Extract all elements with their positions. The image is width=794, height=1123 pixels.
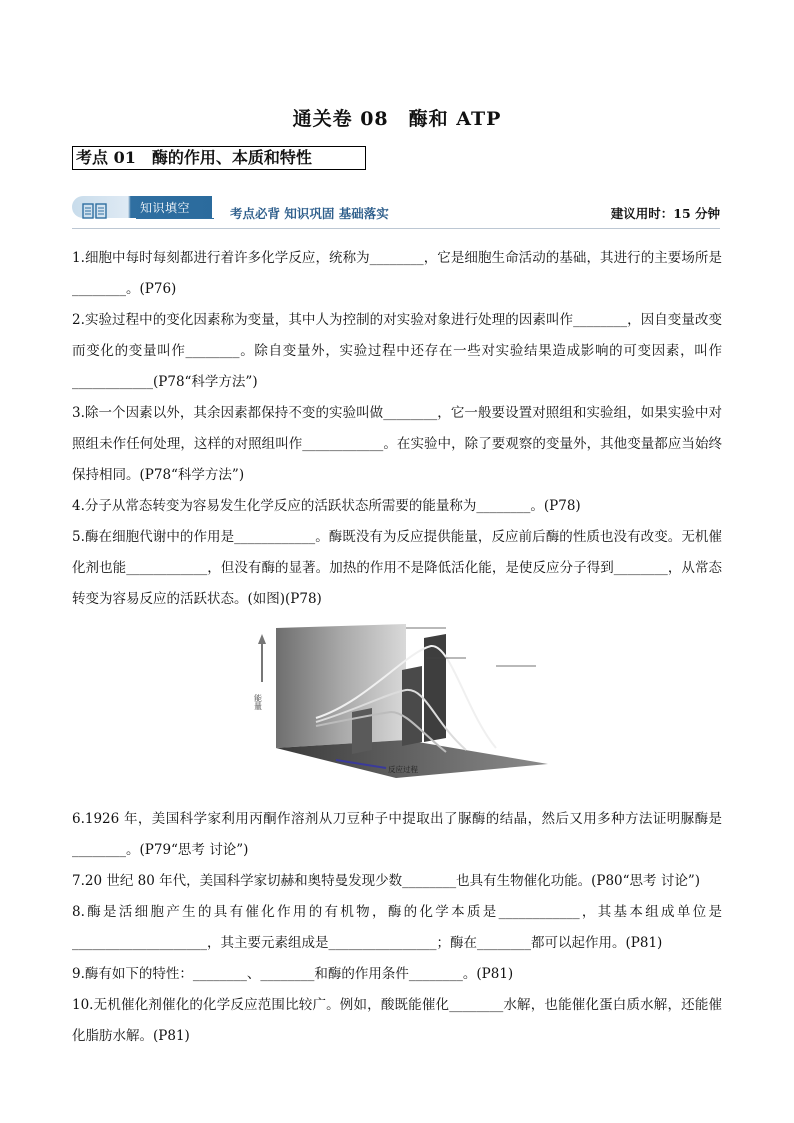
badge-underline: [136, 218, 214, 219]
question-10: 10.无机催化剂催化的化学反应范围比较广。例如，酸既能催化________水解，也能催化蛋白质水解，还能催化脂肪水解。(P81): [72, 997, 722, 1044]
section-banner: [72, 192, 722, 230]
suggested-time: 建议用时：15 分钟: [610, 206, 720, 221]
knowledge-badge: [72, 196, 212, 218]
banner-tagline: 考点必背 知识巩固 基础落实: [230, 206, 389, 221]
badge-label: 知识填空: [140, 201, 191, 215]
banner-divider: [72, 228, 720, 229]
question-6: 6.1926 年，美国科学家利用丙酮作溶剂从刀豆种子中提取出了脲酶的结晶，然后又用多种方法证明脲酶是________。(P79“思考 讨论”): [72, 811, 722, 858]
question-3: 3.除一个因素以外，其余因素都保持不变的实验叫做________，它一般要设置对照组和实验组，如果实验中对照组未作任何处理，这样的对照组叫作____________。在实验中，除了要观察的变量外，其他变量都应当始终保持相同。(P78“科学方法”): [72, 405, 722, 483]
question-2: 2.实验过程中的变化因素称为变量，其中人为控制的对实验对象进行处理的因素叫作________，因自变量改变而变化的变量叫作________。除自变量外，实验过程中还存在一些对实验结果造成影响的可变因素，叫作____________(P78“科学方法”): [72, 312, 722, 390]
page-title: 通关卷 08 酶和 ATP: [292, 108, 502, 130]
question-7: 7.20 世纪 80 年代，美国科学家切赫和奥特曼发现少数________也具有生物催化功能。(P80“思考 讨论”): [72, 873, 700, 889]
back-wall: [276, 624, 406, 748]
energy-step-mid: [402, 666, 422, 746]
x-axis-label: 反应过程: [388, 765, 418, 774]
y-axis-arrowhead: [258, 634, 266, 644]
question-5: 5.酶在细胞代谢中的作用是____________。酶既没有为反应提供能量，反应前后酶的性质也没有改变。无机催化剂也能____________，但没有酶的显著。加热的作用不是降低活化能，是使反应分子得到________，从常态转变为容易反应的活跃状态。(如图)(P78): [72, 529, 722, 607]
question-4: 4.分子从常态转变为容易发生化学反应的活跃状态所需要的能量称为________。(P78): [72, 498, 581, 514]
exam-point-heading: 考点 01 酶的作用、本质和特性: [72, 146, 366, 170]
book-icon: [82, 203, 108, 219]
question-9: 9.酶有如下的特性：________、________和酶的作用条件________。(P81): [72, 966, 514, 982]
question-1: 1.细胞中每时每刻都进行着许多化学反应，统称为________，它是细胞生命活动的基础，其进行的主要场所是________。(P76): [72, 250, 722, 297]
question-8: 8.酶是活细胞产生的具有催化作用的有机物，酶的化学本质是____________，其基本组成单位是____________________，其主要元素组成是________________；酶在________都可以起作用。(P81): [72, 904, 722, 951]
energy-step-high: [424, 634, 446, 742]
activation-energy-figure: [253, 622, 548, 780]
y-axis-label: 能量: [253, 694, 263, 710]
